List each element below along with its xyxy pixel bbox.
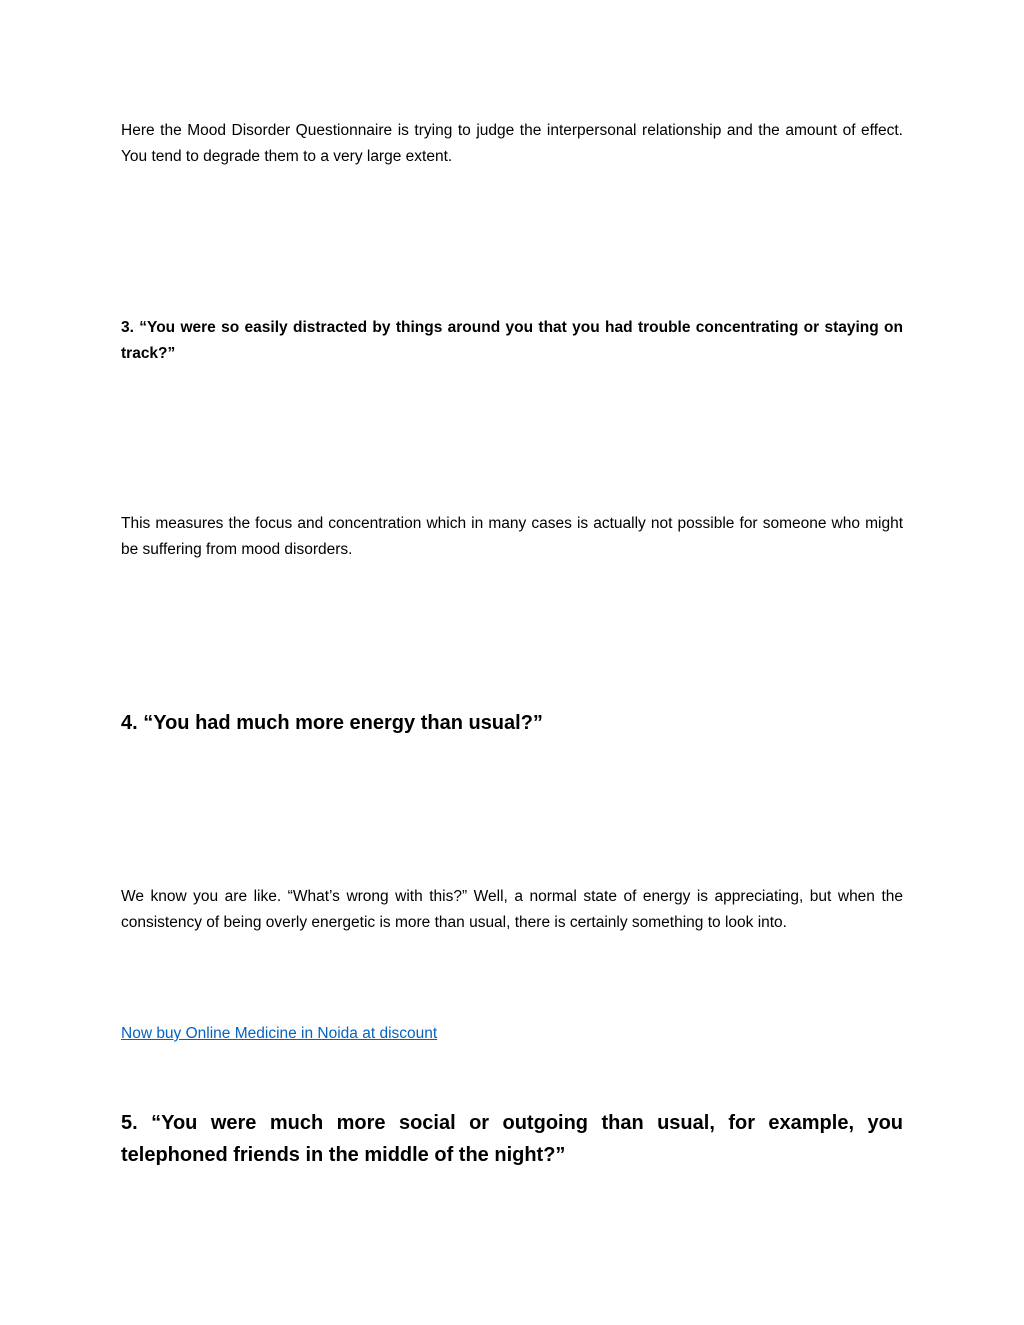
question-5-heading: 5. “You were much more social or outgoing than usual, for example, you telephoned friends in the middle of the night?” [121,1112,903,1166]
paragraph-mdq-interpersonal: Here the Mood Disorder Questionnaire is trying to judge the interpersonal relationship and the amount of effect. You tend to degrade them to a very large extent. [121,122,903,165]
question-3-heading: 3. “You were so easily distracted by things around you that you had trouble concentrating or staying on track?” [121,319,903,362]
paragraph-focus-concentration: This measures the focus and concentration which in many cases is actually not possible for someone who might be suffering from mood disorders. [121,515,903,558]
paragraph-energy: We know you are like. “What’s wrong with this?” Well, a normal state of energy is appreciating, but when the consistency of being overly energetic is more than usual, there is certainly something to look into. [121,888,903,931]
link-paragraph [121,1021,903,1047]
question-4-heading: 4. “You had much more energy than usual?” [121,712,543,734]
online-medicine-link[interactable]: Now buy Online Medicine in Noida at discount [121,1025,438,1042]
